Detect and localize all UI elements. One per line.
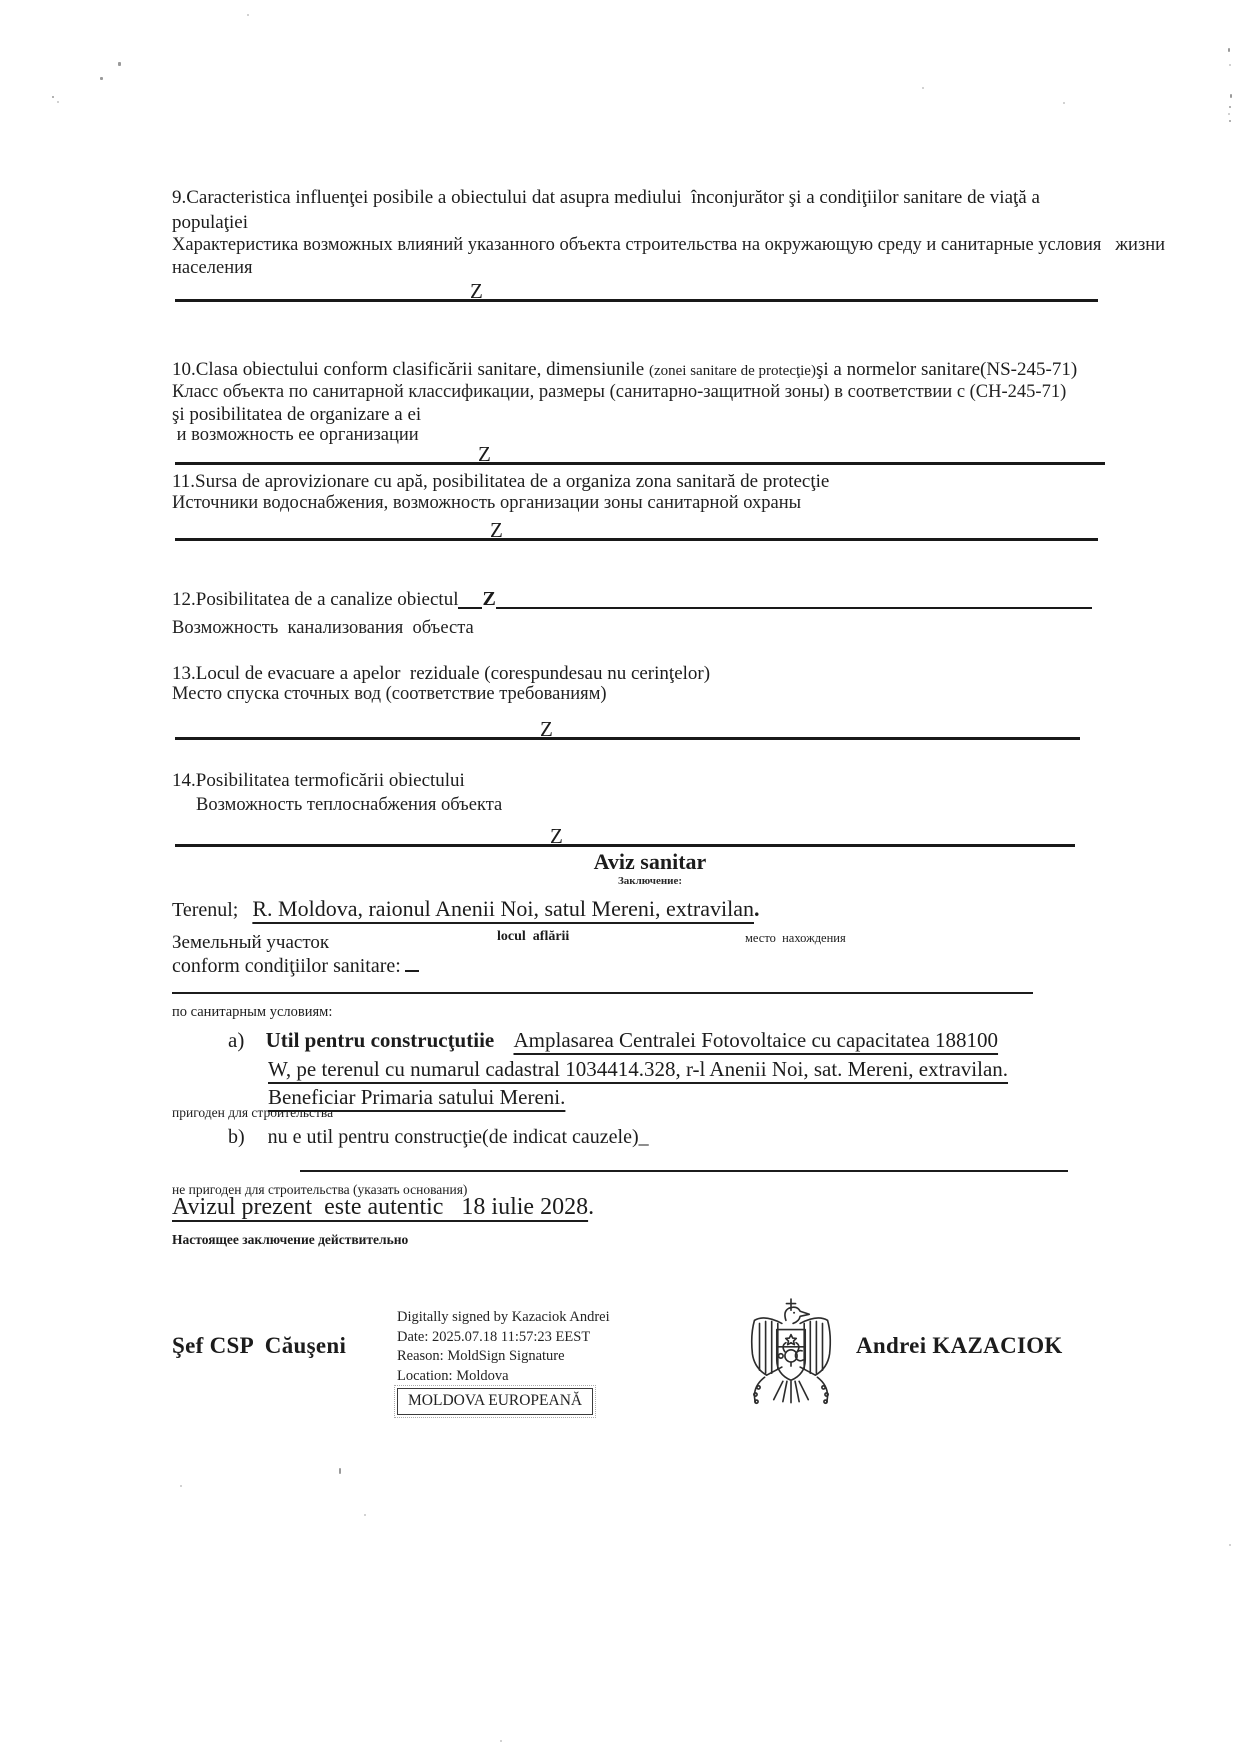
field-10-label-ro-line1 <box>172 358 1132 383</box>
field-12-label-ro: 12.Posibilitatea de a canalize obiectul <box>172 589 459 610</box>
field-12-answer-value: Z <box>482 588 496 610</box>
signer-title: Şef CSP Căuşeni <box>172 1333 347 1358</box>
moldova-coat-of-arms-icon <box>736 1296 846 1431</box>
verdict-a-value-line2: W, pe terenul cu numarul cadastral 1034414.328, r-l Anenii Noi, sat. Mereni, extravilan. <box>268 1057 1009 1081</box>
stamp-text: MOLDOVA EUROPEANĂ <box>397 1388 593 1415</box>
scan-speck <box>100 77 103 80</box>
verdict-b-answer-line <box>300 1170 1068 1172</box>
scan-speck <box>364 1514 366 1516</box>
conform-divider-line <box>172 992 1033 994</box>
terenul-row <box>172 896 760 922</box>
validity-period: . <box>588 1194 595 1220</box>
field-9-label-ru-line1: Характеристика возможных влияний указанного объекта строительства на окружающую среду и санитарные условия жизни <box>172 235 1166 255</box>
field-10-label-ru-line1: Класс объекта по санитарной классификации, размеры (санитарно-защитной зоны) в соответствии с (СН-245-71) <box>172 382 1067 402</box>
field-11-label-ro: 11.Sursa de aprovizionare cu apă, posibilitatea de a organiza zona sanitară de protecţie <box>172 471 830 492</box>
validity-row <box>172 1194 594 1221</box>
scan-speck <box>500 1740 502 1742</box>
scan-speck <box>1229 106 1231 108</box>
verdict-a-value-line1: Amplasarea Centralei Fotovoltaice cu capacitatea 188100 <box>513 1028 999 1052</box>
field-10-label-ro-line2: şi posibilitatea de organizare a ei <box>172 404 422 425</box>
scan-speck <box>1228 48 1230 52</box>
validity-label-ru: Настоящее заключение действительно <box>172 1232 409 1247</box>
scan-speck <box>1229 1544 1231 1546</box>
terenul-value: R. Moldova, raionul Anenii Noi, satul Mereni, extravilan <box>252 896 754 921</box>
verdict-a-marker: a) <box>228 1028 245 1052</box>
verdict-a-label: Util pentru construcţutiie <box>265 1028 495 1052</box>
verdict-b-marker: b) <box>228 1126 245 1148</box>
field-10-label-ro-tail: şi a normelor sanitare(NS-245-71) <box>815 359 1078 380</box>
conform-row <box>172 952 419 978</box>
scan-speck <box>1229 120 1231 122</box>
field-11-answer-value: Z <box>490 518 503 542</box>
scan-speck <box>1230 94 1232 98</box>
aviz-sanitar-title: Aviz sanitar <box>593 849 707 874</box>
terenul-period: . <box>754 896 760 921</box>
scan-speck <box>922 87 924 89</box>
field-12-answer-line-left <box>458 607 482 609</box>
field-13-label-ru: Место спуска сточных вод (соответствие требованиям) <box>172 684 607 704</box>
digital-signature-line3: Reason: MoldSign Signature <box>397 1348 565 1364</box>
verdict-b-label: nu e util pentru construcţie(de indicat cauzele)_ <box>267 1126 649 1148</box>
scan-speck <box>339 1468 341 1474</box>
scan-speck <box>118 62 121 66</box>
field-10-label-ro-paren: (zonei sanitare de protecţie) <box>648 363 816 379</box>
digital-signature-block <box>397 1308 657 1386</box>
verdict-a-row <box>228 1026 1108 1055</box>
digital-signature-line2: Date: 2025.07.18 11:57:23 EEST <box>397 1328 591 1345</box>
field-9-answer-value: Z <box>470 279 483 303</box>
scan-speck <box>1228 113 1230 115</box>
field-14-label-ro: 14.Posibilitatea termoficării obiectului <box>172 770 465 791</box>
field-12-label-ru: Возможность канализования объеста <box>172 618 474 638</box>
digital-signature-line4: Location: Moldova <box>397 1367 509 1384</box>
scan-speck <box>1063 102 1065 104</box>
field-14-answer-line <box>175 815 1075 847</box>
terenul-label-ru: Земельный участок <box>172 932 330 953</box>
verdict-b-label-ru: не пригоден для строительства (указать основания) <box>172 1182 468 1197</box>
field-13-answer-line <box>175 708 1080 740</box>
field-10-answer-value: Z <box>478 442 491 466</box>
field-9-label-ru-line2: населения <box>172 258 253 278</box>
terenul-label: Terenul; <box>172 899 239 921</box>
verdict-a-value-line3: Beneficiar Primaria satului Mereni. <box>268 1085 566 1109</box>
stamp-box <box>397 1388 593 1415</box>
aviz-sanitar-subtitle-ru: Заключение: <box>617 875 683 887</box>
field-10-label-ro-main: 10.Clasa obiectului conform clasificării sanitare, dimensiunile <box>172 359 649 380</box>
field-10-label-ru-line2: и возможность ее организации <box>172 425 419 445</box>
field-12-answer-line <box>496 607 1092 609</box>
field-9-answer-line <box>175 270 1098 302</box>
scan-speck <box>247 14 249 16</box>
field-13-answer-value: Z <box>540 717 553 741</box>
field-14-answer-value: Z <box>550 824 563 848</box>
verdict-a-label-ru: пригоден для строительства <box>172 1105 334 1120</box>
signer-name: Andrei KAZACIOK <box>856 1333 1063 1358</box>
field-11-label-ru: Источники водоснабжения, возможность организации зоны санитарной охраны <box>172 493 802 513</box>
field-11-answer-line <box>175 509 1098 541</box>
conform-label-ru: по санитарным условиям: <box>172 1004 333 1020</box>
field-12-row <box>172 588 1092 611</box>
field-10-answer-line <box>175 433 1105 465</box>
scan-speck <box>1229 64 1231 66</box>
verdict-b-row <box>228 1126 649 1149</box>
conform-blank-line <box>405 952 419 972</box>
conform-label: conform condiţiilor sanitare: <box>172 955 401 977</box>
scan-speck <box>52 96 54 98</box>
terenul-hint-ru: место нахождения <box>745 931 846 945</box>
terenul-hint-ro: locul aflării <box>497 929 570 944</box>
field-14-label-ru: Возможность теплоснабжения объекта <box>196 795 503 815</box>
field-9-label-ro-line1: 9.Caracteristica influenţei posibile a obiectului dat asupra mediului înconjurător şi a condiţiilor sanitare de viaţă a <box>172 187 1040 208</box>
validity-text: Avizul prezent este autentic 18 iulie 2028 <box>172 1194 589 1220</box>
scan-speck <box>180 1485 182 1487</box>
field-13-label-ro: 13.Locul de evacuare a apelor reziduale (corespundesau nu cerinţelor) <box>172 663 711 684</box>
scan-speck <box>57 101 59 103</box>
digital-signature-line1: Digitally signed by Kazaciok Andrei <box>397 1309 610 1325</box>
field-9-label-ro-line2: populaţiei <box>172 212 248 233</box>
